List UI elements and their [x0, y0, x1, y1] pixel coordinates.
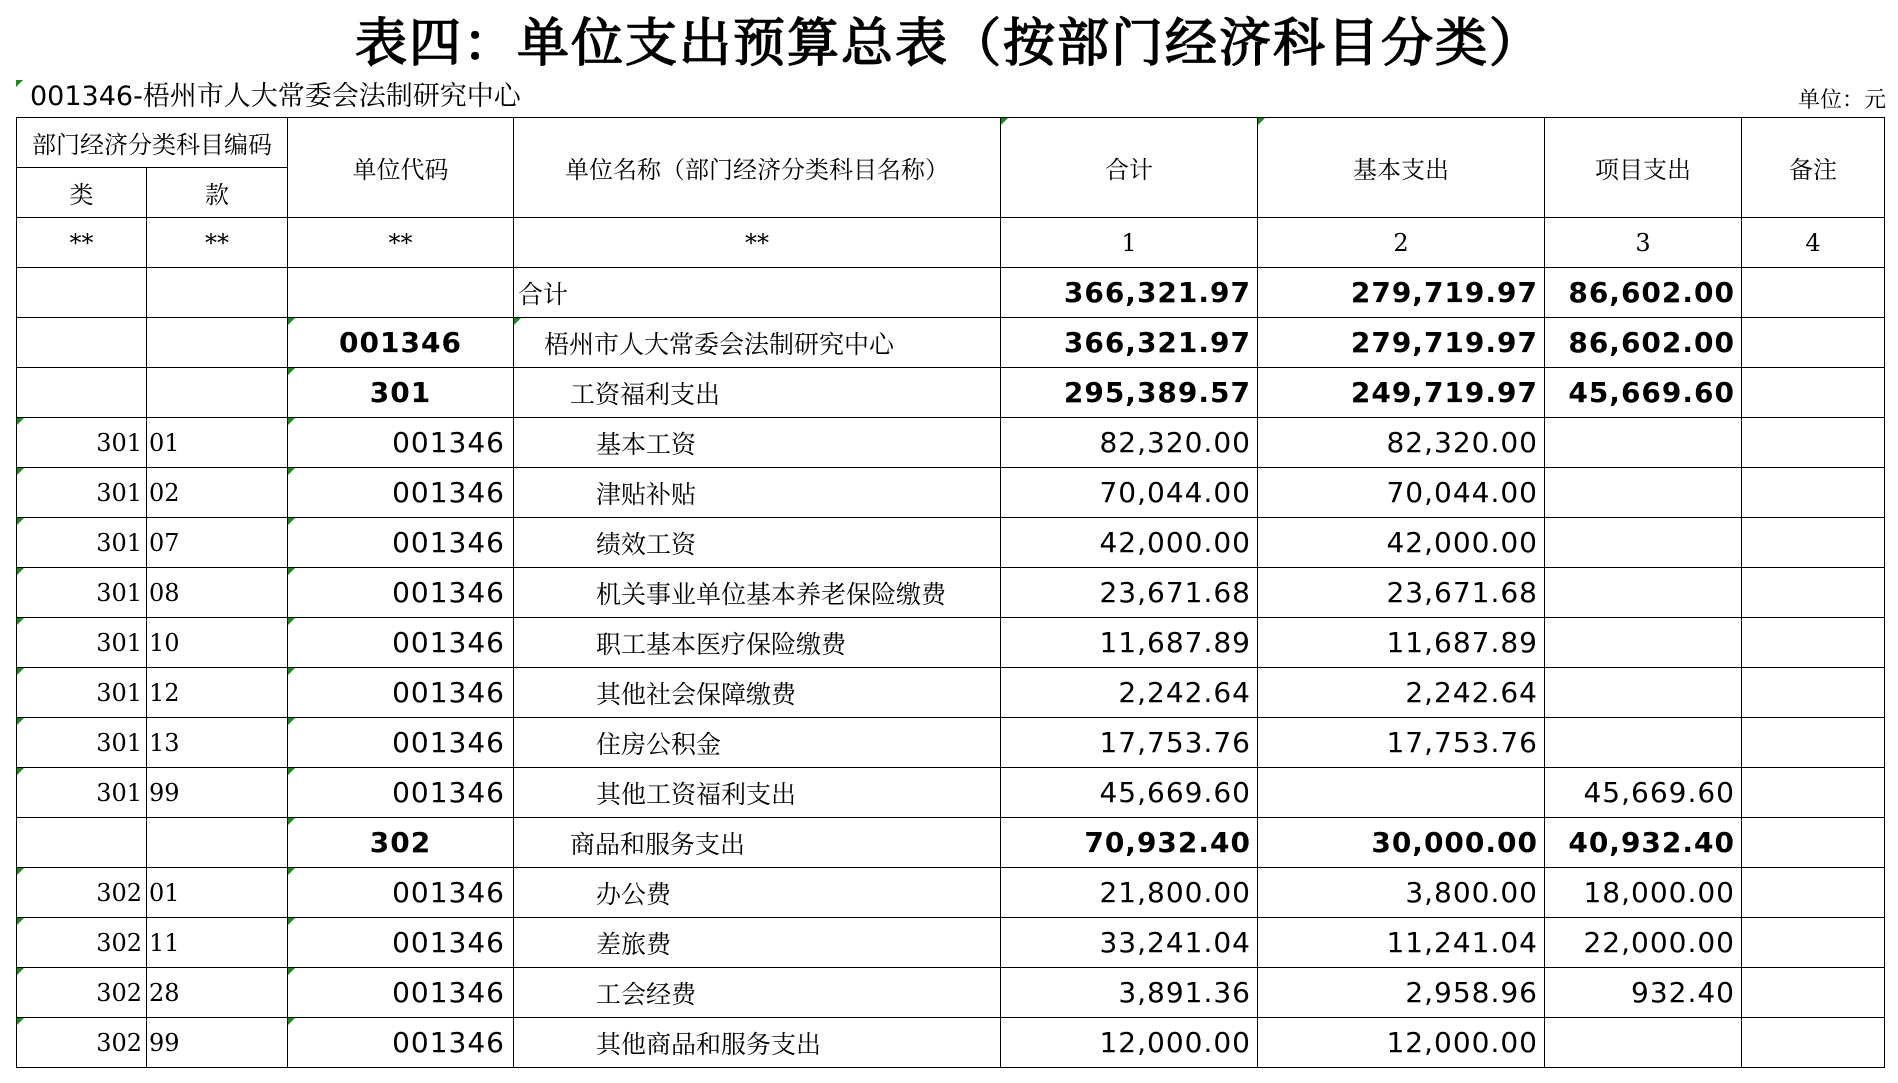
basic-cell: 23,671.68 [1258, 568, 1545, 618]
project-cell: 45,669.60 [1545, 768, 1742, 818]
note-cell [1742, 818, 1885, 868]
lei-cell: 301 [17, 618, 147, 668]
kuan-cell: 13 [147, 718, 288, 768]
basic-cell: 279,719.97 [1258, 318, 1545, 368]
lei-cell [17, 368, 147, 418]
index-cell: ** [147, 218, 288, 268]
table-row [17, 768, 1885, 818]
unit-name-cell: 住房公积金 [514, 718, 1001, 768]
kuan-cell [147, 318, 288, 368]
unit-code-cell: 001346 [288, 918, 514, 968]
table-row [17, 418, 1885, 468]
table-row [17, 1018, 1885, 1068]
basic-cell: 11,687.89 [1258, 618, 1545, 668]
lei-cell [17, 818, 147, 868]
lei-cell: 301 [17, 768, 147, 818]
note-cell [1742, 468, 1885, 518]
project-cell [1545, 418, 1742, 468]
note-cell [1742, 268, 1885, 318]
unit-name-cell: 梧州市人大常委会法制研究中心 [514, 318, 1001, 368]
cell-marker-icon [16, 80, 23, 87]
note-cell [1742, 368, 1885, 418]
lei-cell: 302 [17, 918, 147, 968]
unit-name-cell: 工资福利支出 [514, 368, 1001, 418]
basic-cell [1258, 768, 1545, 818]
header-kuan: 款 [147, 168, 288, 218]
index-cell: 2 [1258, 218, 1545, 268]
lei-cell: 301 [17, 568, 147, 618]
kuan-cell: 08 [147, 568, 288, 618]
kuan-cell: 07 [147, 518, 288, 568]
total-cell: 366,321.97 [1001, 318, 1258, 368]
basic-cell: 2,958.96 [1258, 968, 1545, 1018]
unit-name-cell: 绩效工资 [514, 518, 1001, 568]
kuan-cell: 01 [147, 868, 288, 918]
note-cell [1742, 868, 1885, 918]
total-cell: 3,891.36 [1001, 968, 1258, 1018]
basic-cell: 249,719.97 [1258, 368, 1545, 418]
unit-code-cell: 001346 [288, 318, 514, 368]
project-cell: 45,669.60 [1545, 368, 1742, 418]
kuan-cell: 99 [147, 768, 288, 818]
project-cell [1545, 618, 1742, 668]
unit-code-cell: 001346 [288, 668, 514, 718]
note-cell [1742, 1018, 1885, 1068]
kuan-cell: 10 [147, 618, 288, 668]
table-row [17, 618, 1885, 668]
header-total: 合计 [1001, 118, 1258, 218]
header-note: 备注 [1742, 118, 1885, 218]
project-cell: 86,602.00 [1545, 268, 1742, 318]
unit-code-cell: 001346 [288, 868, 514, 918]
lei-cell: 302 [17, 968, 147, 1018]
note-cell [1742, 918, 1885, 968]
page-title: 表四：单位支出预算总表（按部门经济科目分类） [354, 14, 1543, 74]
unit-code-cell: 001346 [288, 718, 514, 768]
note-cell [1742, 768, 1885, 818]
index-cell: ** [514, 218, 1001, 268]
kuan-cell: 01 [147, 418, 288, 468]
lei-cell: 302 [17, 1018, 147, 1068]
unit-name-cell: 机关事业单位基本养老保险缴费 [514, 568, 1001, 618]
table-row [17, 718, 1885, 768]
kuan-cell [147, 818, 288, 868]
basic-cell: 30,000.00 [1258, 818, 1545, 868]
header-unit-code: 单位代码 [288, 118, 514, 218]
unit-name-cell: 其他工资福利支出 [514, 768, 1001, 818]
index-row [17, 218, 1885, 268]
project-cell [1545, 518, 1742, 568]
total-cell: 82,320.00 [1001, 418, 1258, 468]
basic-cell: 11,241.04 [1258, 918, 1545, 968]
kuan-cell: 99 [147, 1018, 288, 1068]
header-project: 项目支出 [1545, 118, 1742, 218]
lei-cell: 301 [17, 718, 147, 768]
table-row [17, 368, 1885, 418]
kuan-cell [147, 268, 288, 318]
total-cell: 12,000.00 [1001, 1018, 1258, 1068]
table-row [17, 868, 1885, 918]
unit-code-cell: 001346 [288, 418, 514, 468]
project-cell [1545, 468, 1742, 518]
unit-name-cell: 职工基本医疗保险缴费 [514, 618, 1001, 668]
total-cell: 17,753.76 [1001, 718, 1258, 768]
total-cell: 11,687.89 [1001, 618, 1258, 668]
index-cell: 1 [1001, 218, 1258, 268]
header-econ-code: 部门经济分类科目编码 [17, 118, 288, 168]
unit-code-cell: 001346 [288, 1018, 514, 1068]
kuan-cell: 12 [147, 668, 288, 718]
table-row [17, 668, 1885, 718]
total-cell: 366,321.97 [1001, 268, 1258, 318]
unit-code-cell: 001346 [288, 568, 514, 618]
unit-code-cell: 301 [288, 368, 514, 418]
unit-name-cell: 其他商品和服务支出 [514, 1018, 1001, 1068]
note-cell [1742, 618, 1885, 668]
note-cell [1742, 518, 1885, 568]
total-cell: 21,800.00 [1001, 868, 1258, 918]
index-cell: ** [17, 218, 147, 268]
lei-cell: 301 [17, 518, 147, 568]
kuan-cell: 11 [147, 918, 288, 968]
unit-name: 001346-梧州市人大常委会法制研究中心 [30, 81, 521, 112]
basic-cell: 70,044.00 [1258, 468, 1545, 518]
project-cell: 18,000.00 [1545, 868, 1742, 918]
basic-cell: 17,753.76 [1258, 718, 1545, 768]
basic-cell: 12,000.00 [1258, 1018, 1545, 1068]
lei-cell [17, 268, 147, 318]
note-cell [1742, 668, 1885, 718]
project-cell: 932.40 [1545, 968, 1742, 1018]
unit-label: 单位：元 [1797, 88, 1886, 113]
basic-cell: 3,800.00 [1258, 868, 1545, 918]
unit-name-cell: 基本工资 [514, 418, 1001, 468]
total-cell: 2,242.64 [1001, 668, 1258, 718]
unit-name-cell: 办公费 [514, 868, 1001, 918]
total-cell: 70,044.00 [1001, 468, 1258, 518]
index-cell: 4 [1742, 218, 1885, 268]
lei-cell: 302 [17, 868, 147, 918]
lei-cell: 301 [17, 468, 147, 518]
project-cell: 86,602.00 [1545, 318, 1742, 368]
header-unit-name: 单位名称（部门经济分类科目名称） [514, 118, 1001, 218]
total-cell: 70,932.40 [1001, 818, 1258, 868]
table-row [17, 818, 1885, 868]
unit-name-cell: 商品和服务支出 [514, 818, 1001, 868]
unit-name-cell: 其他社会保障缴费 [514, 668, 1001, 718]
unit-code-cell: 001346 [288, 968, 514, 1018]
index-cell: ** [288, 218, 514, 268]
total-cell: 295,389.57 [1001, 368, 1258, 418]
basic-cell: 2,242.64 [1258, 668, 1545, 718]
project-cell [1545, 718, 1742, 768]
unit-code-cell: 001346 [288, 468, 514, 518]
unit-name-cell: 津贴补贴 [514, 468, 1001, 518]
note-cell [1742, 968, 1885, 1018]
basic-cell: 42,000.00 [1258, 518, 1545, 568]
lei-cell: 301 [17, 418, 147, 468]
kuan-cell: 02 [147, 468, 288, 518]
table-row [17, 518, 1885, 568]
table-row [17, 268, 1885, 318]
table-row [17, 318, 1885, 368]
header-lei: 类 [17, 168, 147, 218]
project-cell: 40,932.40 [1545, 818, 1742, 868]
note-cell [1742, 568, 1885, 618]
table-row [17, 468, 1885, 518]
total-cell: 23,671.68 [1001, 568, 1258, 618]
unit-code-cell [288, 268, 514, 318]
table-row [17, 568, 1885, 618]
project-cell [1545, 668, 1742, 718]
total-cell: 45,669.60 [1001, 768, 1258, 818]
header-basic: 基本支出 [1258, 118, 1545, 218]
table-row [17, 918, 1885, 968]
lei-cell: 301 [17, 668, 147, 718]
unit-code-cell: 302 [288, 818, 514, 868]
project-cell: 22,000.00 [1545, 918, 1742, 968]
kuan-cell [147, 368, 288, 418]
project-cell [1545, 1018, 1742, 1068]
unit-code-cell: 001346 [288, 768, 514, 818]
total-cell: 42,000.00 [1001, 518, 1258, 568]
note-cell [1742, 718, 1885, 768]
project-cell [1545, 568, 1742, 618]
kuan-cell: 28 [147, 968, 288, 1018]
table-row [17, 968, 1885, 1018]
basic-cell: 82,320.00 [1258, 418, 1545, 468]
unit-code-cell: 001346 [288, 518, 514, 568]
index-cell: 3 [1545, 218, 1742, 268]
unit-name-cell: 工会经费 [514, 968, 1001, 1018]
lei-cell [17, 318, 147, 368]
note-cell [1742, 318, 1885, 368]
header-row-1 [17, 118, 1885, 168]
unit-name-cell: 合计 [514, 268, 1001, 318]
unit-name-cell: 差旅费 [514, 918, 1001, 968]
budget-table [16, 117, 1885, 1068]
total-cell: 33,241.04 [1001, 918, 1258, 968]
note-cell [1742, 418, 1885, 468]
basic-cell: 279,719.97 [1258, 268, 1545, 318]
unit-code-cell: 001346 [288, 618, 514, 668]
